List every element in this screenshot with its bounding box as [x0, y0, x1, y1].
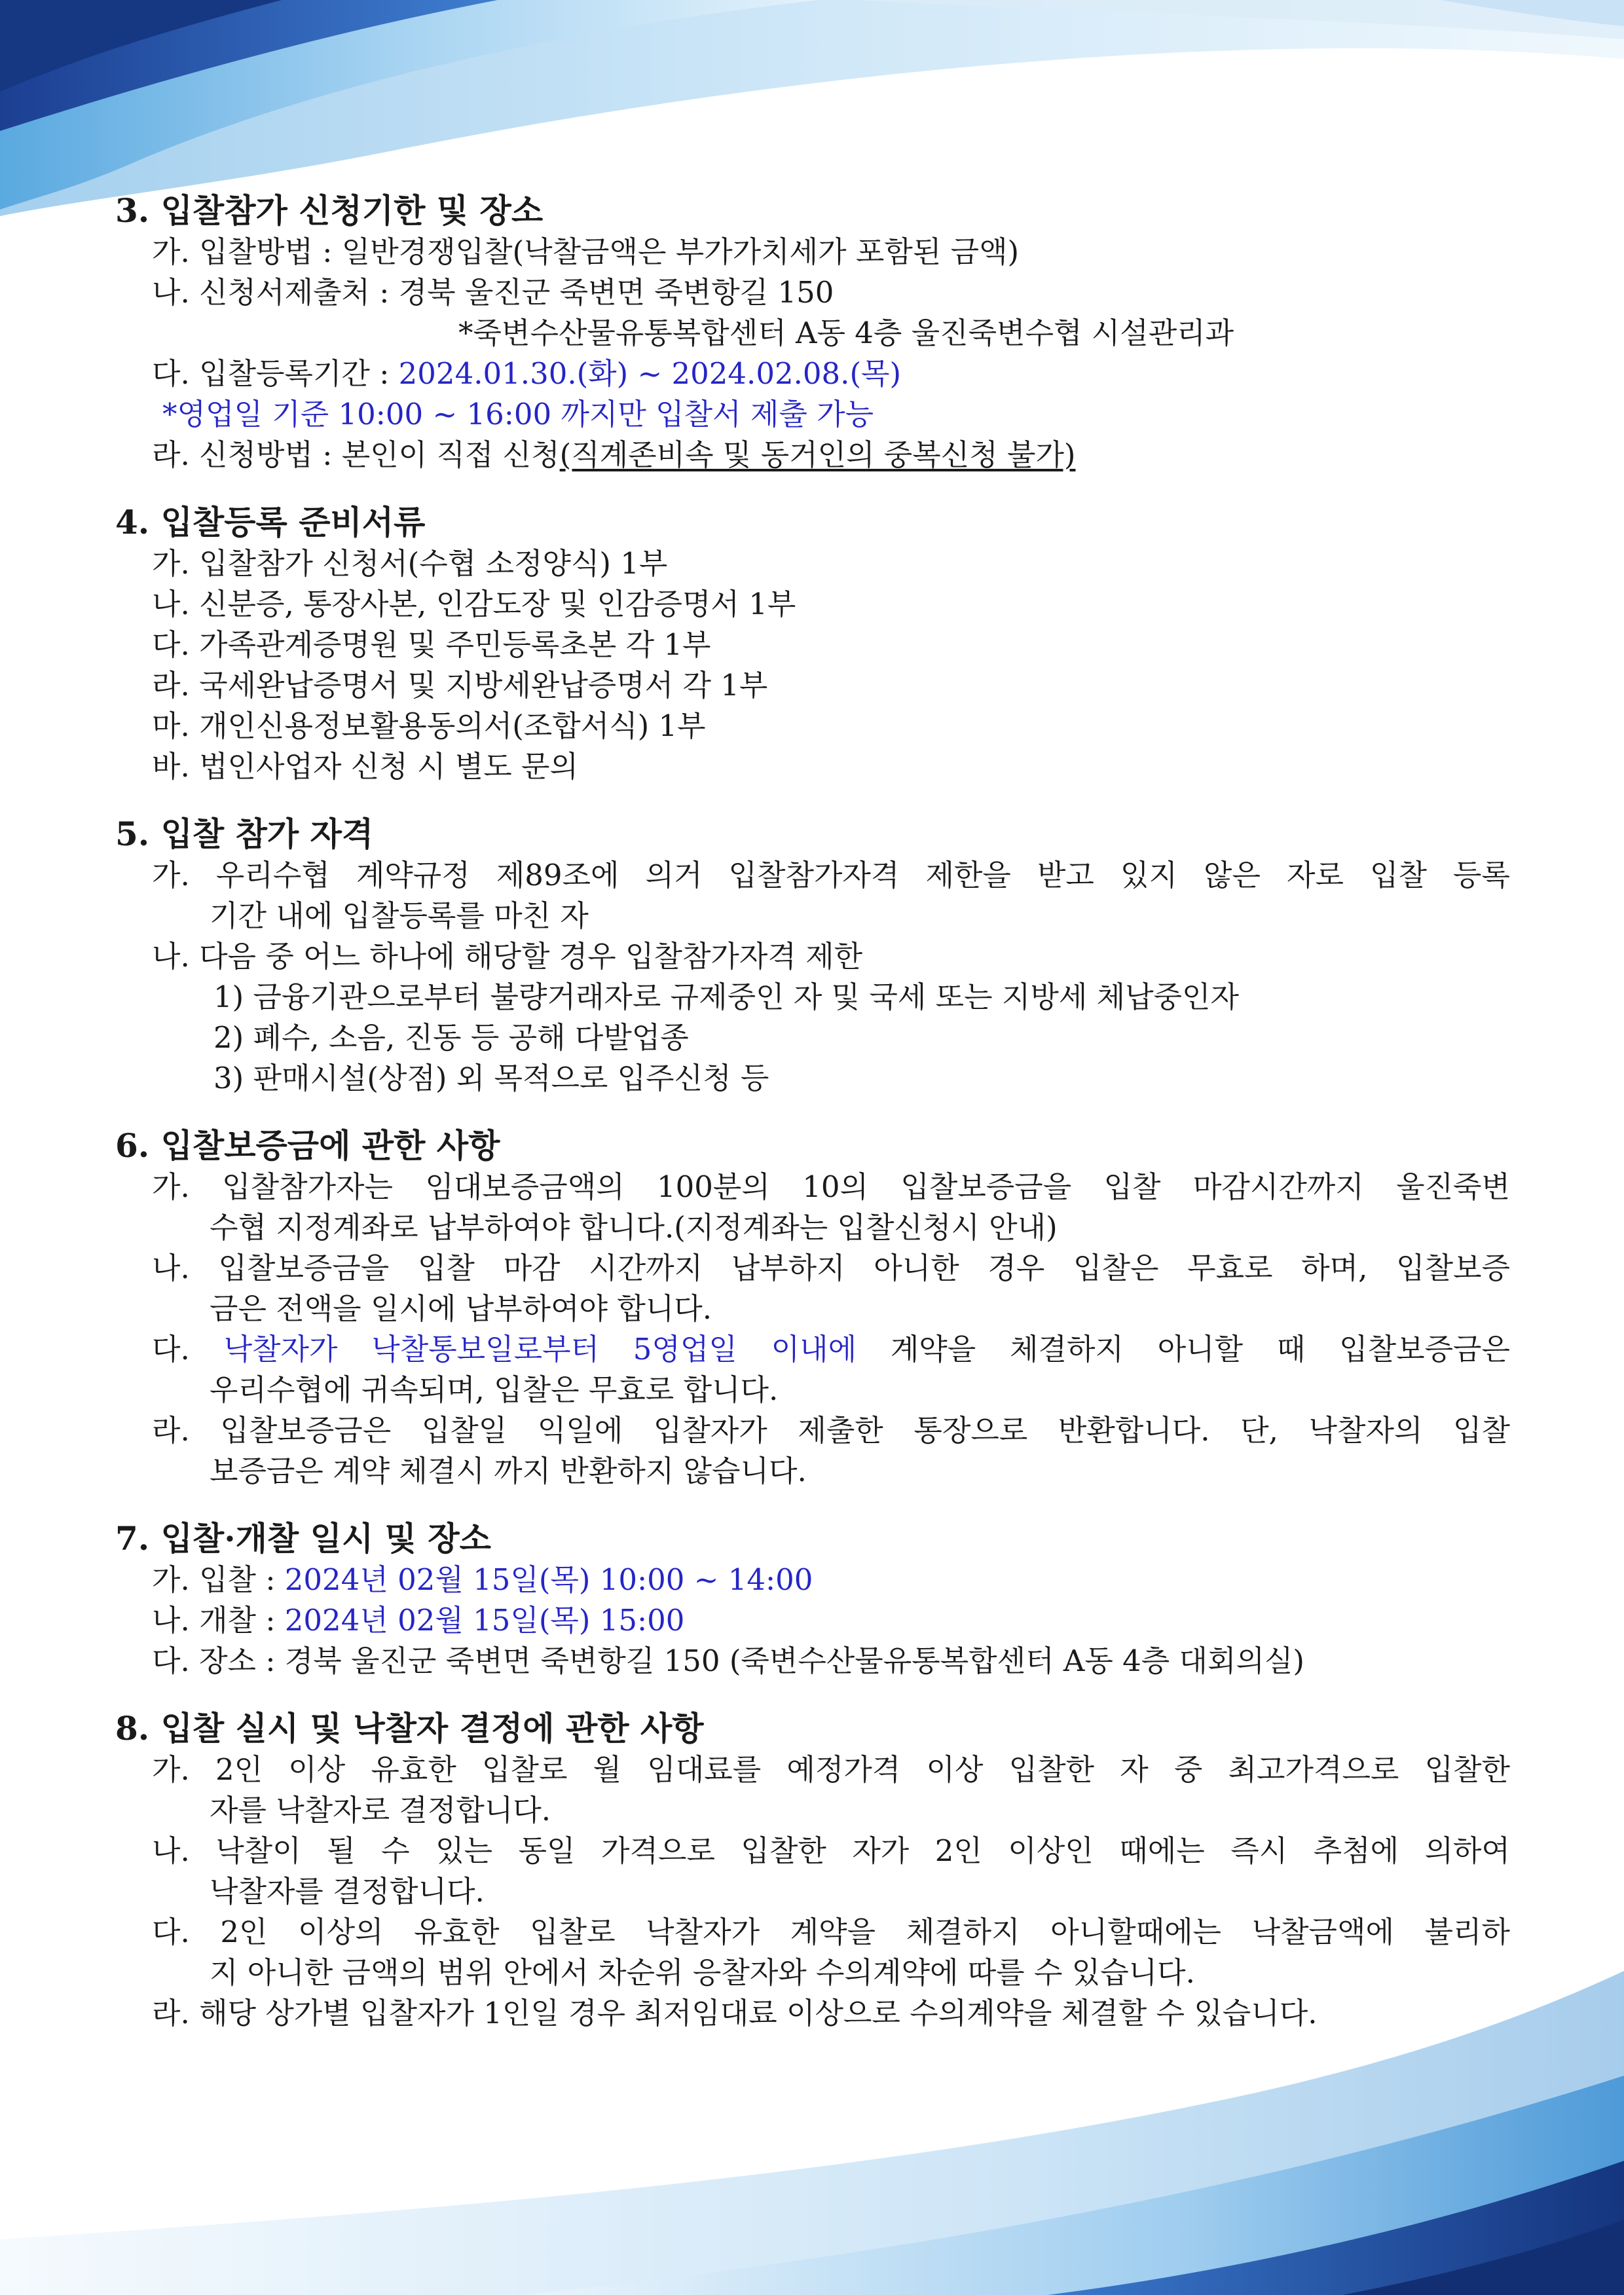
- s3-item-ra: [115, 435, 1510, 475]
- section-6: [115, 1125, 1510, 1492]
- s6-contract-deadline: 낙찰자가 낙찰통보일로부터 5영업일 이내에: [223, 1332, 857, 1367]
- section-8: [115, 1708, 1510, 2034]
- s6-item-da-cont: 우리수협에 귀속되며, 입찰은 무효로 합니다.: [210, 1372, 779, 1407]
- s3-item-ga: 가. 입찰방법 : 일반경쟁입찰(낙찰금액은 부가가치세가 포함된 금액): [152, 234, 1020, 269]
- s8-item-na: 나. 낙찰이 될 수 있는 동일 가격으로 입찰한 자가 2인 이상인 때에는 즉시 추첨에 의하여: [152, 1833, 1510, 1868]
- s8-item-na-cont: 낙찰자를 결정합니다.: [210, 1874, 485, 1909]
- s6-item-na: 나. 입찰보증금을 입찰 마감 시간까지 납부하지 아니한 경우 입찰은 무효로 하며, 입찰보증: [152, 1251, 1510, 1285]
- s6-item-ga: 가. 입찰참가자는 임대보증금액의 100분의 10의 입찰보증금을 입찰 마감시간까지 울진죽변: [152, 1169, 1510, 1204]
- s6-item-da-label: 다.: [152, 1332, 224, 1367]
- section-8-title: 8. 입찰 실시 및 낙찰자 결정에 관한 사항: [115, 1709, 704, 1748]
- s3-item-da-label: 다. 입찰등록기간 :: [152, 356, 399, 391]
- s6-item-ra-cont: 보증금은 계약 체결시 까지 반환하지 않습니다.: [210, 1454, 807, 1488]
- s8-item-ga-cont: 자를 낙찰자로 결정합니다.: [210, 1793, 551, 1827]
- s5-sub-item: 1) 금융기관으로부터 불량거래자로 규제중인 자 및 국세 또는 지방세 체납중인자: [213, 980, 1239, 1014]
- s7-opening-label: 나. 개찰 :: [152, 1603, 285, 1638]
- s8-item-ra: 라. 해당 상가별 입찰자가 1인일 경우 최저임대료 이상으로 수의계약을 체결할 수 있습니다.: [152, 1996, 1318, 2030]
- s8-item-ga: 가. 2인 이상 유효한 입찰로 월 임대료를 예정가격 이상 입찰한 자 중 최고가격으로 입찰한: [152, 1752, 1510, 1787]
- s7-item-na: [115, 1600, 1510, 1641]
- s5-sub-item: 2) 폐수, 소음, 진동 등 공해 다발업종: [213, 1020, 689, 1055]
- s4-list-item: 다. 가족관계증명원 및 주민등록초본 각 1부: [152, 627, 711, 662]
- s3-item-na: 나. 신청서제출처 : 경북 울진군 죽변면 죽변항길 150: [152, 275, 834, 310]
- section-3-title: 3. 입찰참가 신청기한 및 장소: [115, 191, 544, 230]
- s5-item-ga: 가. 우리수협 계약규정 제89조에 의거 입찰참가자격 제한을 받고 있지 않은 자로 입찰 등록: [152, 858, 1510, 892]
- section-4-title: 4. 입찰등록 준비서류: [115, 503, 426, 542]
- s4-list-item: 마. 개인신용정보활용동의서(조합서식) 1부: [152, 708, 706, 743]
- section-5: [115, 813, 1510, 1099]
- s5-item-na: 나. 다음 중 어느 하나에 해당할 경우 입찰참가자격 제한: [152, 939, 863, 974]
- section-7-title: 7. 입찰·개찰 일시 및 장소: [115, 1519, 491, 1558]
- section-4: [115, 502, 1510, 787]
- s7-bid-label: 가. 입찰 :: [152, 1562, 285, 1597]
- s7-opening-datetime: 2024년 02월 15일(목) 15:00: [284, 1603, 685, 1638]
- s6-item-da-rest: 계약을 체결하지 아니할 때 입찰보증금은: [857, 1332, 1510, 1367]
- s8-item-da-cont: 지 아니한 금액의 범위 안에서 차순위 응찰자와 수의계약에 따를 수 있습니다.: [210, 1955, 1195, 1990]
- s5-sub-item: 3) 판매시설(상점) 외 목적으로 입주신청 등: [213, 1061, 769, 1095]
- section-7: [115, 1518, 1510, 1681]
- s6-item-ga-cont: 수협 지정계좌로 납부하여야 합니다.(지정계좌는 입찰신청시 안내): [210, 1210, 1058, 1245]
- s3-item-na-note: *죽변수산물유통복합센터 A동 4층 울진죽변수협 시설관리과: [458, 316, 1234, 350]
- section-5-title: 5. 입찰 참가 자격: [115, 815, 374, 853]
- section-6-title: 6. 입찰보증금에 관한 사항: [115, 1126, 500, 1165]
- section-3: [115, 190, 1510, 475]
- s3-business-hours-note: *영업일 기준 10:00 ~ 16:00 까지만 입찰서 제출 가능: [162, 397, 874, 431]
- document-body: [115, 190, 1510, 2060]
- s7-item-da: 다. 장소 : 경북 울진군 죽변면 죽변항길 150 (죽변수산물유통복합센터 A동 4층 대회의실): [152, 1643, 1304, 1678]
- s4-list-item: 라. 국세완납증명서 및 지방세완납증명서 각 1부: [152, 668, 768, 703]
- s6-item-ra: 라. 입찰보증금은 입찰일 익일에 입찰자가 제출한 통장으로 반환합니다. 단, 낙찰자의 입찰: [152, 1413, 1510, 1448]
- s4-list-item: 바. 법인사업자 신청 시 별도 문의: [152, 749, 578, 784]
- s7-bid-datetime: 2024년 02월 15일(목) 10:00 ~ 14:00: [284, 1562, 813, 1597]
- s7-item-ga: [115, 1560, 1510, 1600]
- s3-item-ra-label: 라. 신청방법 : 본인이 직접 신청: [152, 437, 560, 472]
- s4-list-item: 나. 신분증, 통장사본, 인감도장 및 인감증명서 1부: [152, 587, 796, 621]
- s3-registration-period: 2024.01.30.(화) ~ 2024.02.08.(목): [398, 356, 902, 391]
- s3-item-ra-underlined: (직계존비속 및 동거인의 중복신청 불가): [559, 437, 1076, 472]
- s4-list-item: 가. 입찰참가 신청서(수협 소정양식) 1부: [152, 546, 668, 581]
- s5-item-ga-cont: 기간 내에 입찰등록를 마친 자: [210, 898, 589, 933]
- s6-item-na-cont: 금은 전액을 일시에 납부하여야 합니다.: [210, 1291, 712, 1326]
- s8-item-da: 다. 2인 이상의 유효한 입찰로 낙찰자가 계약을 체결하지 아니할때에는 낙찰금액에 불리하: [152, 1915, 1510, 1949]
- s3-item-da: [115, 354, 1510, 394]
- s6-item-da: [115, 1329, 1510, 1370]
